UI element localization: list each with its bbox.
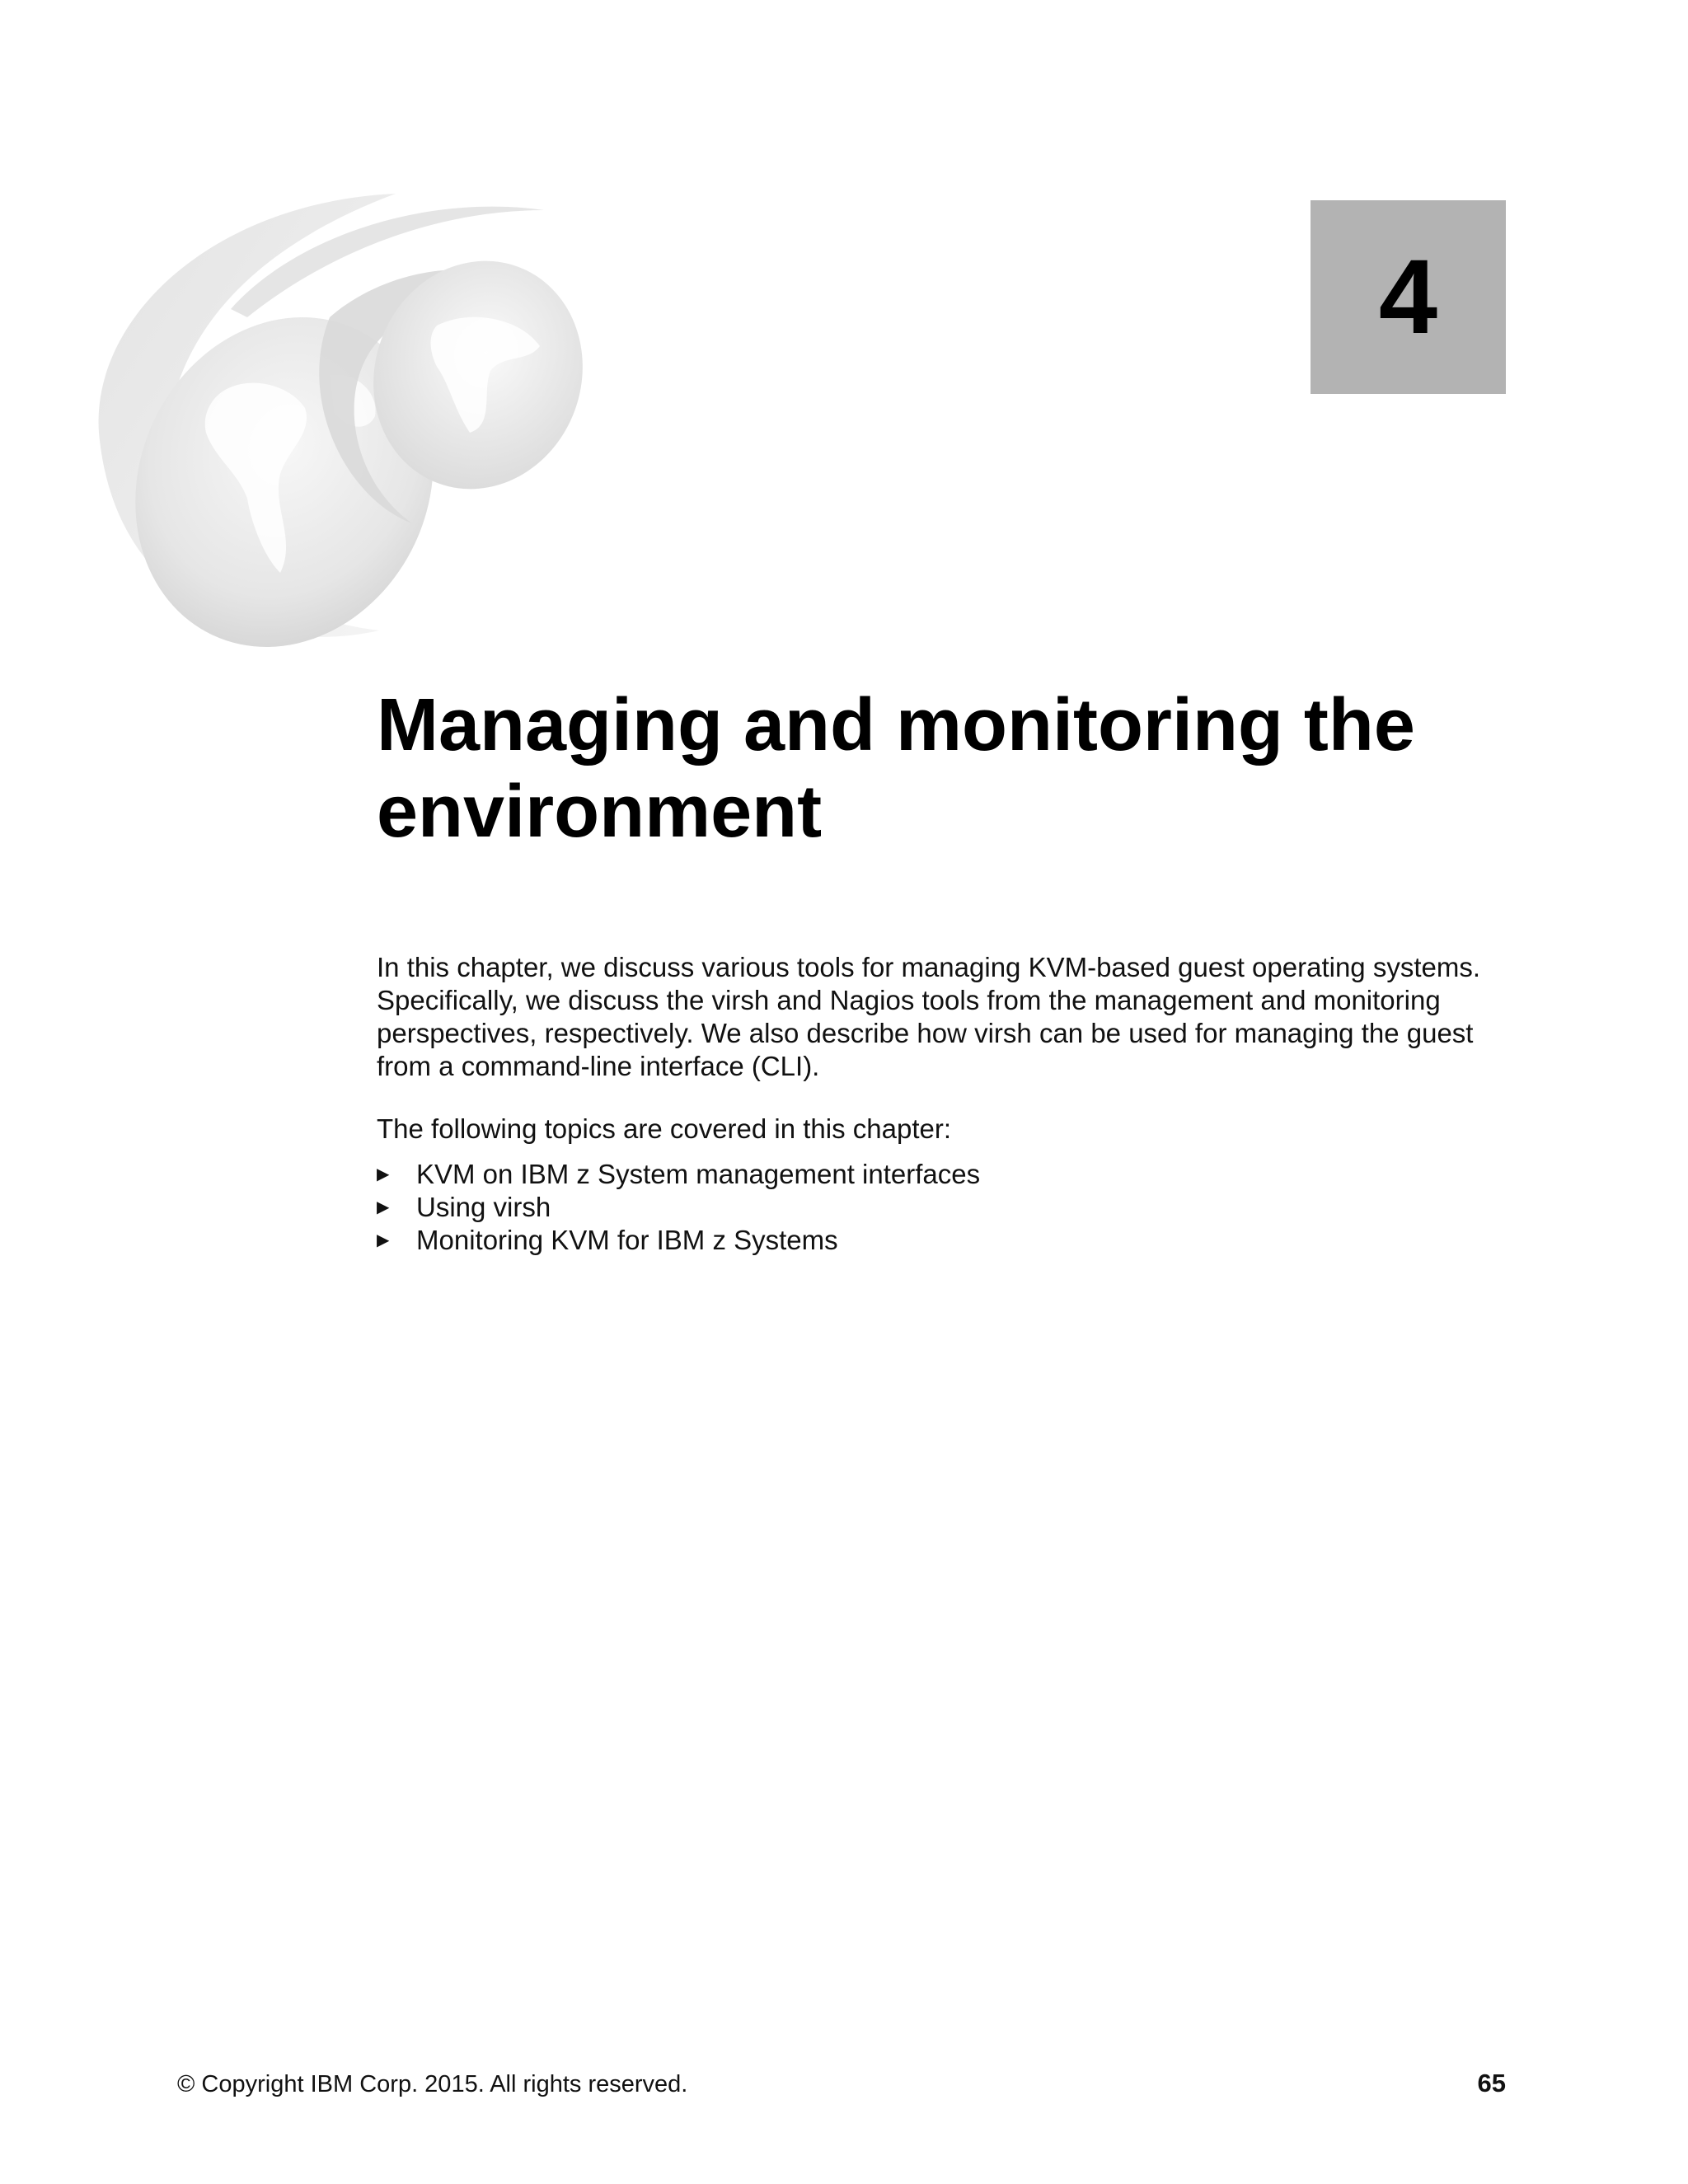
- topic-text: Monitoring KVM for IBM z Systems: [416, 1225, 838, 1255]
- topics-lead: The following topics are covered in this chapter:: [377, 1113, 952, 1144]
- topics-list: [377, 1158, 1522, 1257]
- chapter-title: Managing and monitoring the environment: [377, 684, 1415, 853]
- globe-swirl-icon: [82, 185, 676, 663]
- list-item: [377, 1158, 1522, 1191]
- chapter-number: 4: [1378, 237, 1438, 356]
- list-item: [377, 1191, 1522, 1224]
- topic-text: Using virsh: [416, 1192, 551, 1222]
- triangle-bullet-icon: ▶: [377, 1231, 390, 1249]
- topic-text: KVM on IBM z System management interfaces: [416, 1159, 981, 1189]
- triangle-bullet-icon: ▶: [377, 1165, 390, 1183]
- footer-copyright: © Copyright IBM Corp. 2015. All rights reserved.: [177, 2071, 688, 2097]
- chapter-number-box: [1311, 200, 1506, 394]
- page-number: 65: [1477, 2069, 1506, 2097]
- triangle-bullet-icon: ▶: [377, 1198, 390, 1216]
- list-item: [377, 1224, 1522, 1257]
- intro-paragraph: In this chapter, we discuss various tools for managing KVM-based guest operating systems. Specifically, we discuss the virsh and Nagios tools from the management and monitoring perspectives, respectively. We also describe how virsh can be used for managing the guest from a command-line interface (CLI).: [377, 952, 1480, 1081]
